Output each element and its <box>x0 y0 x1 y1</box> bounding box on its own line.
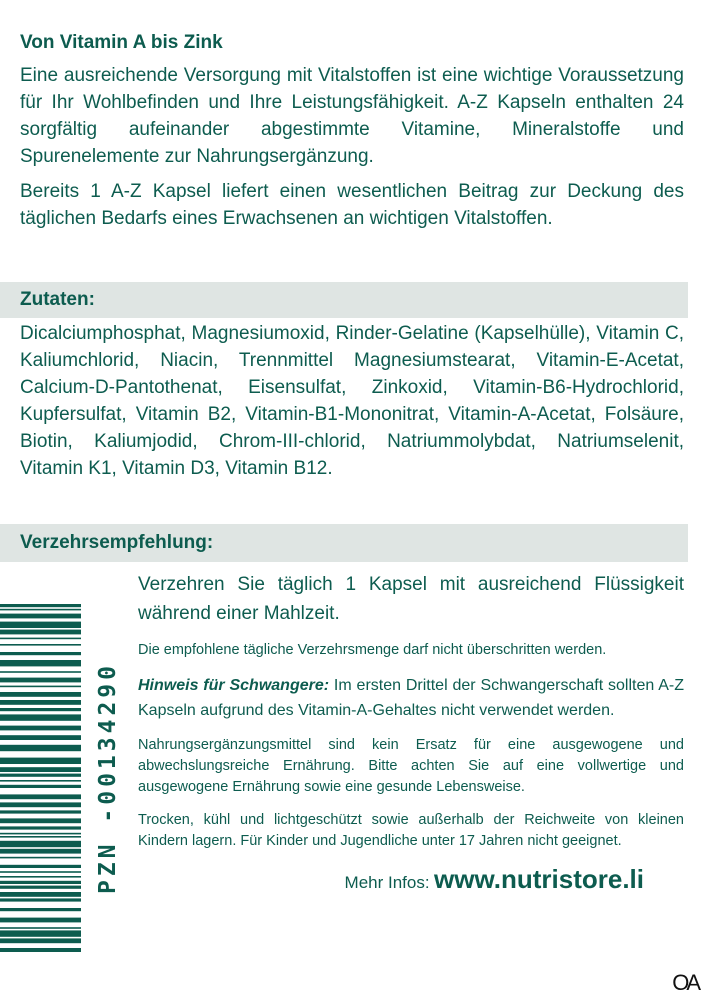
barcode-bar <box>0 671 81 673</box>
label-title: Von Vitamin A bis Zink <box>20 32 223 53</box>
pregnancy-text: Im ersten Drittel der Schwangerschaft sollten A-Z Kapseln aufgrund des Vitamin-A-Gehaltes nicht verwendet werden. <box>138 677 685 719</box>
barcode-bar <box>0 881 81 884</box>
barcode-bar <box>0 857 81 859</box>
barcode-bar <box>0 841 81 847</box>
barcode-bar <box>0 826 81 829</box>
barcode-bar <box>0 892 81 897</box>
barcode-bar <box>0 927 81 929</box>
barcode-bar <box>0 686 81 688</box>
barcode-bar <box>0 780 81 782</box>
barcode-bar <box>0 726 81 731</box>
barcode-bar <box>0 794 81 799</box>
barcode-bar <box>0 818 81 823</box>
barcode-bar <box>0 630 81 635</box>
ingredients-heading: Zutaten: <box>20 289 95 310</box>
limit-text: Die empfohlene tägliche Verzehrsmenge darf nicht überschritten werden. <box>138 642 607 658</box>
barcode-bar <box>0 714 81 720</box>
barcode-bar <box>0 758 81 764</box>
ingredients-header <box>0 282 688 318</box>
barcode-bar <box>0 908 81 911</box>
barcode-bar <box>0 622 81 628</box>
more-info-label: Mehr Infos: <box>344 873 430 892</box>
barcode-bar <box>0 918 81 923</box>
barcode-bar <box>0 638 81 640</box>
barcode-bar <box>0 644 81 646</box>
recommendation-heading: Verzehrsempfehlung: <box>20 532 214 553</box>
pregnancy-note <box>138 673 684 723</box>
more-info <box>138 864 684 895</box>
barcode-bar <box>0 785 81 788</box>
recommendation-column <box>138 570 684 907</box>
barcode-bar <box>0 767 81 772</box>
barcode-bar <box>0 938 81 943</box>
ingredients-list: Dicalciumphosphat, Magnesiumoxid, Rinder-Gelatine (Kapselhülle), Vitamin C, Kaliumchlorid, Niacin, Trennmittel Magnesiumstearat, Vitamin-E-Acetat, Calcium-D-Pantothenat, Eisensulfat, Zinkoxid, Vitamin-B6-Hydrochlorid, Kupfersulfat, Vitamin B2, Vitamin-B1-Mononitrat, Vitamin-A-Acetat, Folsäure, Biotin, Kaliumjodid, Chrom-III-chlorid, Natriummolybdat, Natriumselenit, Vitamin K1, Vitamin D3, Vitamin B12. <box>20 323 684 479</box>
website-link[interactable]: www.nutristore.li <box>434 864 644 894</box>
barcode-bar <box>0 865 81 868</box>
barcode-bar <box>0 802 81 807</box>
intro-paragraph-2: Bereits 1 A-Z Kapsel liefert einen wesentlichen Beitrag zur Deckung des täglichen Bedarfs eines Erwachsenen an wichtigen Vitalstoffen. <box>20 181 684 229</box>
barcode-bar <box>0 604 81 607</box>
corner-mark: OA <box>672 970 698 995</box>
barcode-bar <box>0 833 81 835</box>
barcode-bar <box>0 836 81 838</box>
barcode-bar <box>0 898 81 901</box>
intro-section <box>20 32 684 240</box>
barcode-bar <box>0 876 81 878</box>
barcode-bar <box>0 948 81 952</box>
intro-paragraph-1: Eine ausreichende Versorgung mit Vitalstoffen ist eine wichtige Voraussetzung für Ihr Wohlbefinden und Ihre Leistungsfähigkeit. A-Z Kapseln enthalten 24 sorgfältig aufeinander abgestimmte Vitamine, Mineralstoffe und Spurenelemente zur Nahrungsergänzung. <box>20 65 684 167</box>
barcode-bar <box>0 652 81 655</box>
barcode-bar <box>0 700 81 705</box>
barcode-bar <box>0 930 81 936</box>
barcode-bar <box>0 849 81 854</box>
dosage-text: Verzehren Sie täglich 1 Kapsel mit ausreichend Flüssigkeit während einer Mahlzeit. <box>138 574 684 624</box>
pregnancy-label: Hinweis für Schwangere: <box>138 677 330 694</box>
barcode-bar <box>0 692 81 697</box>
recommendation-header <box>0 524 688 562</box>
barcode-bar <box>0 678 81 683</box>
barcode-bar <box>0 810 81 813</box>
barcode-bar <box>0 609 81 611</box>
barcode <box>0 604 81 952</box>
barcode-bar <box>0 745 81 751</box>
supplement-note: Nahrungsergänzungsmittel sind kein Ersatz für eine ausgewogene und abwechslungsreiche Ernährung. Bitte achten Sie auf eine vollwertige und ausgewogene Ernährung sowie eine gesunde Lebensweise. <box>138 737 684 795</box>
pzn-number: PZN -00134290 <box>95 661 121 895</box>
barcode-bar <box>0 871 81 873</box>
barcode-bar <box>0 614 81 619</box>
storage-note: Trocken, kühl und lichtgeschützt sowie außerhalb der Reichweite von kleinen Kindern lagern. Für Kinder und Jugendliche unter 17 Jahren nicht geeignet. <box>138 812 684 849</box>
barcode-bar <box>0 735 81 740</box>
barcode-bar <box>0 660 81 666</box>
barcode-bar <box>0 774 81 777</box>
barcode-bar <box>0 886 81 889</box>
barcode-bar <box>0 708 81 711</box>
